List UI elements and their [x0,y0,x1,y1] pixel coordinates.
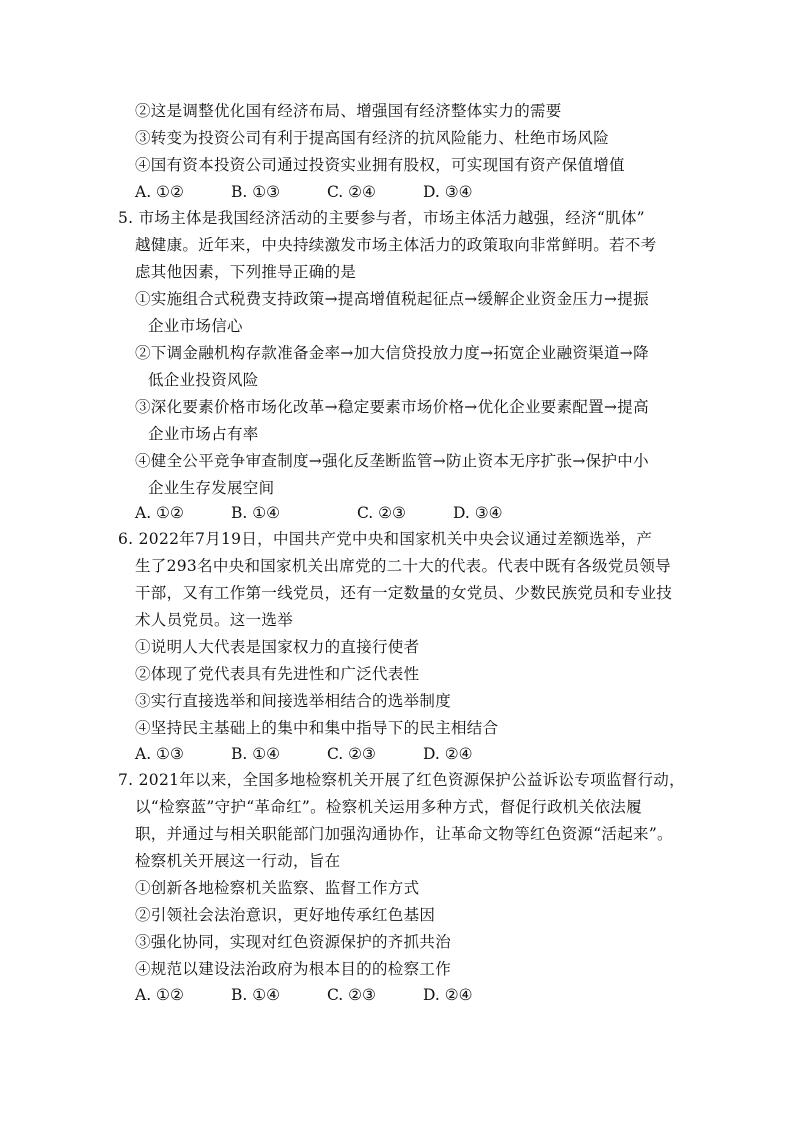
q4-statement-4: ④国有资本投资公司通过投资实业拥有股权，可实现国有资产保值增值 [135,156,625,174]
q7-statement-4: ④规范以建设法治政府为根本目的的检察工作 [135,960,452,978]
q6-statement-4: ④坚持民主基础上的集中和集中指导下的民主相结合 [135,719,499,737]
q4-statement-3: ③转变为投资公司有利于提高国有经济的抗风险能力、杜绝市场风险 [135,129,610,147]
q7-statement-2: ②引领社会法治意识，更好地传承红色基因 [135,906,436,924]
q6-stem-line-1: 6. 2022年7月19日，中国共产党中央和国家机关中央会议通过差额选举，产 [118,530,653,548]
q5-choices [135,503,503,523]
q7-choices [135,985,473,1005]
q7-stem-line-2: 以“检察蓝”守护“革命红”。检察机关运用多种方式，督促行政机关依法履 [135,798,642,816]
q5-choice-c: C. ②③ [357,504,406,522]
q5-stem-line-2: 越健康。近年来，中央持续激发市场主体活力的政策取向非常鲜明。若不考 [135,236,657,254]
q5-stem-line-1: 5. 市场主体是我国经济活动的主要参与者，市场主体活力越强，经济“肌体” [118,209,645,227]
q5-statement-2-cont: 低企业投资风险 [148,371,259,389]
q6-stem-line-3: 干部，又有工作第一线党员，还有一定数量的女党员、少数民族党员和专业技 [135,584,673,602]
q6-statement-1: ①说明人大代表是国家权力的直接行使者 [135,638,420,656]
q5-stem-line-3: 虑其他因素，下列推导正确的是 [135,263,357,281]
q5-statement-3-cont: 企业市场占有率 [148,425,259,443]
q4-choice-d: D. ③④ [423,183,473,201]
q5-statement-1: ①实施组合式税费支持政策→提高增值税起征点→缓解企业资金压力→提振 [135,290,649,308]
q7-stem-line-1: 7. 2021年以来，全国多地检察机关开展了红色资源保护公益诉讼专项监督行动， [118,771,685,789]
q5-statement-3: ③深化要素价格市场化改革→稳定要素市场价格→优化企业要素配置→提高 [135,398,649,416]
q4-choice-a: A. ①② [135,183,184,201]
q7-statement-1: ①创新各地检察机关监察、监督工作方式 [135,879,420,897]
q6-stem-line-4: 术人员党员。这一选举 [135,611,294,629]
q5-statement-2: ②下调金融机构存款准备金率→加大信贷投放力度→拓宽企业融资渠道→降 [135,344,649,362]
q7-statement-3: ③强化协同，实现对红色资源保护的齐抓共治 [135,933,452,951]
q6-choice-b: B. ①④ [231,745,281,763]
q6-statement-3: ③实行直接选举和间接选举相结合的选举制度 [135,692,452,710]
q6-choice-a: A. ①③ [135,745,184,763]
q6-choice-c: C. ②③ [327,745,376,763]
q6-choice-d: D. ②④ [423,745,473,763]
q6-statement-2: ②体现了党代表具有先进性和广泛代表性 [135,665,420,683]
q6-choices [135,744,473,764]
q5-choice-b: B. ①④ [231,504,281,522]
q7-choice-b: B. ①④ [231,986,281,1004]
q7-choice-c: C. ②③ [327,986,376,1004]
q5-choice-d: D. ③④ [453,504,503,522]
q7-stem-line-3: 职，并通过与相关职能部门加强沟通协作，让革命文物等红色资源“活起来”。 [135,825,673,843]
q5-statement-1-cont: 企业市场信心 [148,317,243,335]
q7-choice-a: A. ①② [135,986,184,1004]
q5-choice-a: A. ①② [135,504,184,522]
q4-statement-2: ②这是调整优化国有经济布局、增强国有经济整体实力的需要 [135,102,562,120]
q4-choices [135,182,473,202]
q7-choice-d: D. ②④ [423,986,473,1004]
q4-choice-b: B. ①③ [231,183,281,201]
q5-statement-4: ④健全公平竞争审查制度→强化反垄断监管→防止资本无序扩张→保护中小 [135,452,649,470]
q7-stem-line-4: 检察机关开展这一行动，旨在 [135,852,341,870]
q5-statement-4-cont: 企业生存发展空间 [148,479,275,497]
q4-choice-c: C. ②④ [327,183,376,201]
q6-stem-line-2: 生了293名中央和国家机关出席党的二十大的代表。代表中既有各级党员领导 [135,557,672,575]
